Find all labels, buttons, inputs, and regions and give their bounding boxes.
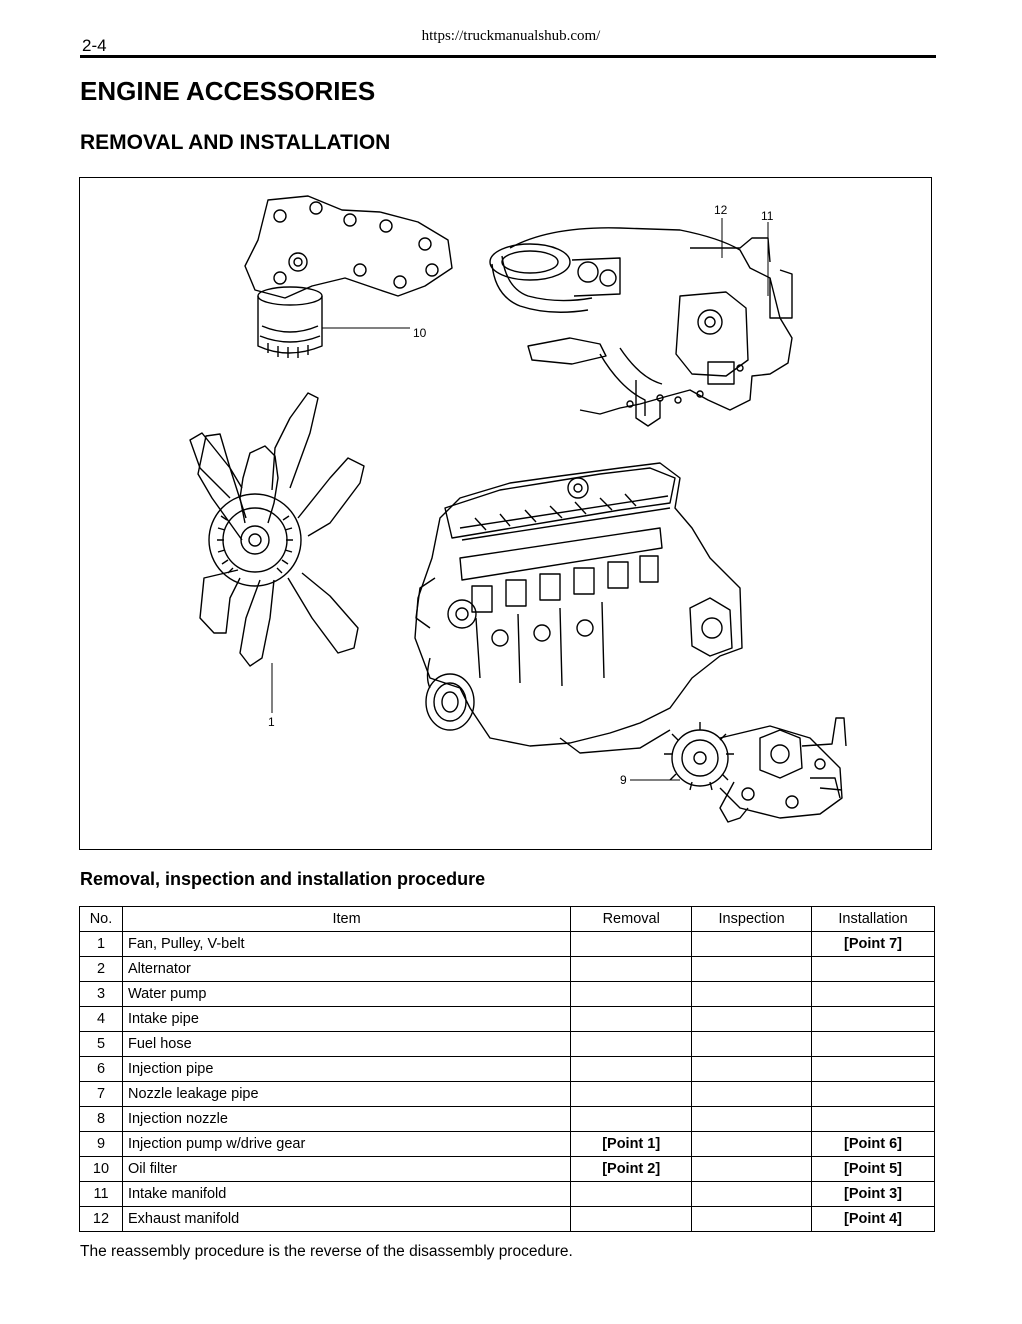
row-installation: [Point 7]	[812, 932, 935, 957]
callout-12: 12	[714, 203, 728, 217]
row-no: 6	[80, 1057, 123, 1082]
row-removal	[571, 932, 692, 957]
row-item: Fan, Pulley, V-belt	[122, 932, 570, 957]
row-item: Fuel hose	[122, 1032, 570, 1057]
table-row	[80, 1032, 935, 1057]
row-inspection	[692, 1007, 812, 1032]
row-item: Oil filter	[122, 1157, 570, 1182]
engine-block-drawing	[415, 463, 742, 753]
exploded-view-figure	[79, 177, 932, 850]
page-number: 2-4	[82, 36, 107, 55]
row-inspection	[692, 1107, 812, 1132]
row-item: Injection nozzle	[122, 1107, 570, 1132]
row-installation	[812, 1082, 935, 1107]
row-item: Nozzle leakage pipe	[122, 1082, 570, 1107]
table-row	[80, 1007, 935, 1032]
row-installation: [Point 3]	[812, 1182, 935, 1207]
row-inspection	[692, 957, 812, 982]
row-installation: [Point 4]	[812, 1207, 935, 1232]
callout-11: 11	[761, 209, 774, 223]
row-item: Injection pipe	[122, 1057, 570, 1082]
row-no: 5	[80, 1032, 123, 1057]
row-no: 4	[80, 1007, 123, 1032]
table-row	[80, 1132, 935, 1157]
callout-9: 9	[620, 773, 627, 787]
row-removal	[571, 982, 692, 1007]
header-rule	[80, 55, 936, 58]
row-inspection	[692, 982, 812, 1007]
table-row	[80, 957, 935, 982]
header-item: Item	[122, 907, 570, 932]
engine-illustration	[80, 178, 933, 851]
row-installation	[812, 1032, 935, 1057]
row-no: 1	[80, 932, 123, 957]
row-no: 3	[80, 982, 123, 1007]
header-inspection: Inspection	[692, 907, 812, 932]
table-row	[80, 932, 935, 957]
row-removal	[571, 1107, 692, 1132]
row-installation: [Point 5]	[812, 1157, 935, 1182]
table-row	[80, 1182, 935, 1207]
row-installation: [Point 6]	[812, 1132, 935, 1157]
row-inspection	[692, 1182, 812, 1207]
manifold-drawing	[490, 228, 792, 426]
row-installation	[812, 957, 935, 982]
row-item: Intake manifold	[122, 1182, 570, 1207]
row-inspection	[692, 1082, 812, 1107]
row-item: Alternator	[122, 957, 570, 982]
row-inspection	[692, 932, 812, 957]
header-no: No.	[80, 907, 123, 932]
procedure-title: Removal, inspection and installation procedure	[80, 869, 486, 889]
row-item: Intake pipe	[122, 1007, 570, 1032]
row-installation	[812, 982, 935, 1007]
row-item: Injection pump w/drive gear	[122, 1132, 570, 1157]
table-header-row	[80, 907, 935, 932]
row-item: Exhaust manifold	[122, 1207, 570, 1232]
row-inspection	[692, 1207, 812, 1232]
row-no: 9	[80, 1132, 123, 1157]
row-removal	[571, 1207, 692, 1232]
row-no: 12	[80, 1207, 123, 1232]
row-removal	[571, 1082, 692, 1107]
row-installation	[812, 1007, 935, 1032]
table-row	[80, 1157, 935, 1182]
row-no: 2	[80, 957, 123, 982]
row-installation	[812, 1057, 935, 1082]
fan-drawing	[190, 393, 364, 666]
header-installation: Installation	[812, 907, 935, 932]
row-removal	[571, 957, 692, 982]
table-row	[80, 982, 935, 1007]
table-row	[80, 1057, 935, 1082]
header-url: https://truckmanualshub.com/	[421, 28, 601, 44]
row-inspection	[692, 1057, 812, 1082]
row-no: 7	[80, 1082, 123, 1107]
row-no: 11	[80, 1182, 123, 1207]
row-item: Water pump	[122, 982, 570, 1007]
header-removal: Removal	[571, 907, 692, 932]
row-removal	[571, 1057, 692, 1082]
reassembly-note: The reassembly procedure is the reverse of the disassembly procedure.	[80, 1243, 573, 1260]
row-inspection	[692, 1032, 812, 1057]
row-removal	[571, 1032, 692, 1057]
table-row	[80, 1207, 935, 1232]
injection-pump-drawing	[664, 718, 846, 822]
row-inspection	[692, 1132, 812, 1157]
table-row	[80, 1082, 935, 1107]
row-removal	[571, 1007, 692, 1032]
row-installation	[812, 1107, 935, 1132]
row-removal: [Point 1]	[571, 1132, 692, 1157]
callout-1: 1	[268, 715, 275, 729]
row-removal	[571, 1182, 692, 1207]
row-no: 10	[80, 1157, 123, 1182]
table-row	[80, 1107, 935, 1132]
section-title: REMOVAL AND INSTALLATION	[80, 131, 391, 154]
procedure-table	[79, 906, 935, 1232]
row-no: 8	[80, 1107, 123, 1132]
row-removal: [Point 2]	[571, 1157, 692, 1182]
callout-10: 10	[413, 326, 427, 340]
row-inspection	[692, 1157, 812, 1182]
page-title: ENGINE ACCESSORIES	[80, 76, 376, 106]
